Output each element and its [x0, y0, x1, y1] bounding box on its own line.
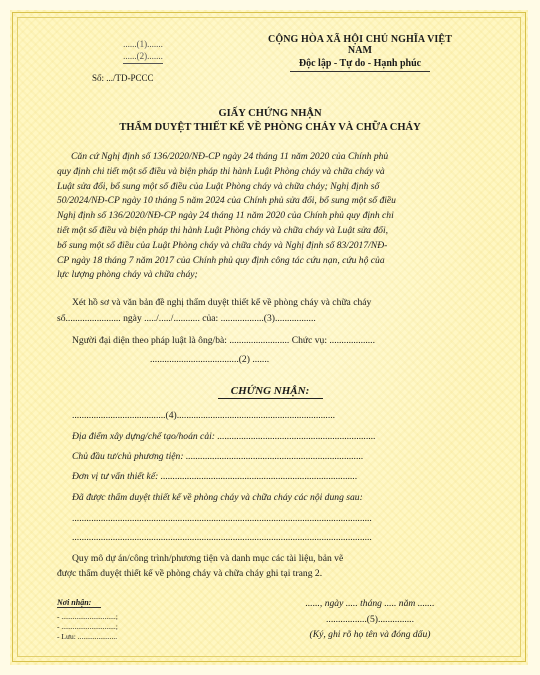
certify-heading-text: CHỨNG NHẬN:	[230, 385, 310, 397]
signature-note: (Ký, ghi rõ họ tên và đóng dấu)	[309, 629, 431, 640]
blank-line-2: .............................................................................................................................	[72, 532, 372, 543]
basis-line: Luật sửa đổi, bổ sung một số điều của Luật Phòng cháy và chữa cháy; Nghị định số	[57, 180, 380, 192]
legal-basis-paragraph	[57, 150, 495, 283]
field-owner: Chủ đầu tư/chủ phương tiện: ..........................................................................	[72, 451, 364, 462]
basis-line: bổ sung một số điều của Luật Phòng cháy và chữa cháy và Nghị định số 83/2017/NĐ-	[57, 239, 388, 251]
basis-line: Nghị định số 136/2020/NĐ-CP ngày 24 tháng 11 năm 2020 của Chính phủ quy định chi	[57, 210, 394, 222]
basis-line: 50/2024/NĐ-CP ngày 10 tháng 5 năm 2024 của Chính phủ sửa đổi, bổ sung một số điều	[57, 195, 396, 207]
issuing-authority-block	[113, 38, 173, 64]
nation-name: CỘNG HÒA XÃ HỘI CHỦ NGHĨA VIỆT NAM	[268, 34, 452, 56]
scale-line-1: Quy mô dự án/công trình/phương tiện và danh mục các tài liệu, bản vẽ	[72, 553, 344, 564]
authority-underline	[123, 63, 163, 64]
review-line-2: số....................... ngày ...../...../........... của: ..................(3).................	[57, 313, 316, 324]
basis-line: CP ngày 18 tháng 7 năm 2017 của Chính phủ quy định công tác cứu nạn, cứu hộ của	[57, 254, 385, 266]
authority-line-1: ......(1).......	[123, 39, 163, 49]
representative-line: Người đại diện theo pháp luật là ông/bà: ......................... Chức vụ: ...................	[72, 335, 375, 346]
recipient-item: - .............................;	[57, 622, 118, 631]
nation-motto: Độc lập - Tự do - Hạnh phúc	[298, 58, 422, 69]
recipients-heading-text: Nơi nhận:	[57, 598, 92, 607]
recipient-item: - Lưu: .....................	[57, 632, 118, 641]
blank-line-1: .............................................................................................................................	[72, 513, 372, 524]
recipients-heading	[57, 598, 101, 608]
field-approved-contents: Đã được thẩm duyệt thiết kế về phòng cháy và chữa cháy các nội dung sau:	[72, 492, 363, 503]
basis-line: Căn cứ Nghị định số 136/2020/NĐ-CP ngày 24 tháng 11 năm 2020 của Chính phủ	[71, 151, 389, 162]
basis-line: tiết một số điều và biện pháp thi hành Luật Phòng cháy và chữa cháy và Luật sửa đổi,	[57, 224, 389, 236]
representative-line-2: .....................................(2) .......	[150, 354, 270, 365]
national-heading	[255, 34, 465, 72]
authority-line-2: ......(2).......	[123, 51, 163, 61]
field-consultant: Đơn vị tư vấn thiết kế: ..................................................................................	[72, 471, 358, 482]
field-project-name: .......................................(4)..................................................................	[72, 410, 336, 421]
field-location: Địa điểm xây dựng/chế tạo/hoán cải: ..................................................................	[72, 431, 376, 442]
certificate-title: GIẤY CHỨNG NHẬN	[218, 108, 322, 119]
signature-date: ......, ngày ..... tháng ..... năm .......	[305, 598, 435, 609]
certificate-subtitle: THẨM DUYỆT THIẾT KẾ VỀ PHÒNG CHÁY VÀ CHỮA CHÁY	[119, 122, 421, 133]
certify-heading	[40, 385, 500, 399]
review-line-1: Xét hồ sơ và văn bản đề nghị thẩm duyệt thiết kế về phòng cháy và chữa cháy	[72, 297, 372, 308]
basis-line: quy định chi tiết một số điều và biện pháp thi hành Luật Phòng cháy và chữa cháy và	[57, 165, 385, 177]
scale-line-2: được thẩm duyệt thiết kế về phòng cháy và chữa cháy ghi tại trang 2.	[57, 568, 323, 579]
document-number: Số: .../TD-PCCC	[92, 73, 154, 83]
certify-underline	[218, 398, 323, 399]
recipient-item: - .............................;	[57, 612, 118, 621]
motto-underline	[290, 71, 430, 72]
basis-line: lực lượng phòng cháy và chữa cháy;	[57, 269, 198, 281]
signature-number: .................(5)...............	[326, 614, 414, 625]
recipients-underline	[57, 607, 101, 608]
